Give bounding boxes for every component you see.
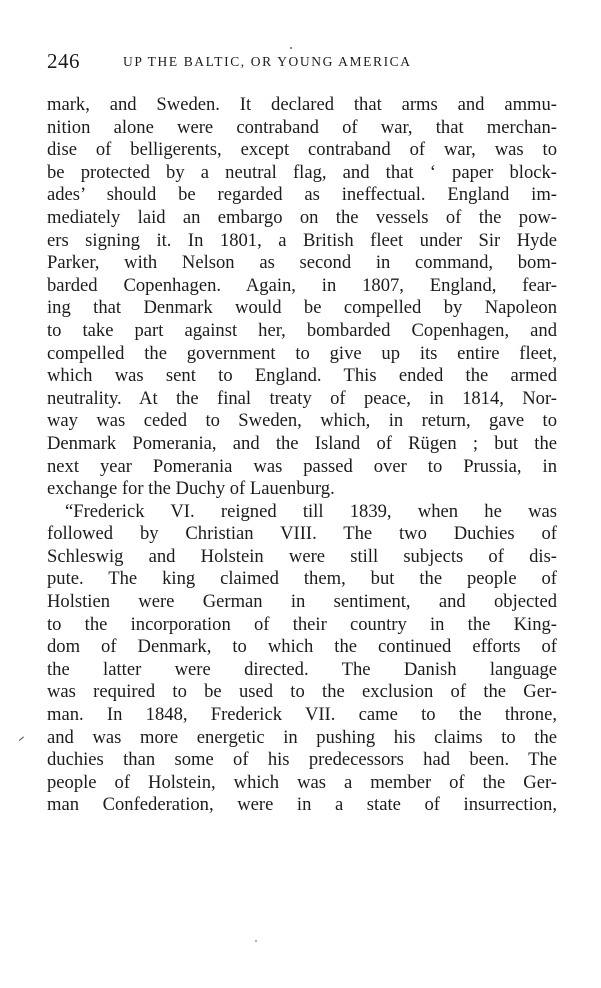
page-header [47,49,557,75]
margin-mark [19,736,26,742]
text-line: the latter were directed. The Danish language [47,658,557,680]
text-line: ing that Denmark would be compelled by Napoleon [47,297,557,319]
page-number: 246 [47,49,80,73]
text-line: be protected by a neutral flag, and that ‘ paper block- [47,161,557,183]
text-line: way was ceded to Sweden, which, in return, gave to [47,410,557,432]
text-line: Schleswig and Holstein were still subjects of dis- [47,545,557,567]
text-line: and was more energetic in pushing his claims to the [47,726,557,748]
text-line: next year Pomerania was passed over to Prussia, in [47,455,557,477]
text-line: pute. The king claimed them, but the people of [47,568,557,590]
text-line: people of Holstein, which was a member of the Ger- [47,771,557,793]
text-line: ades’ should be regarded as ineffectual. England im- [47,184,557,206]
text-line: was required to be used to the exclusion of the Ger- [47,681,557,703]
text-line: neutrality. At the final treaty of peace, in 1814, Nor- [47,387,557,409]
text-line: Parker, with Nelson as second in command, bom- [47,252,557,274]
running-head: UP THE BALTIC, OR YOUNG AMERICA [123,54,412,69]
text-line: compelled the government to give up its entire fleet, [47,342,557,364]
text-line: Holstien were German in sentiment, and objected [47,591,557,613]
paragraph-end-line: exchange for the Duchy of Lauenburg. [47,478,335,500]
text-line: duchies than some of his predecessors had been. The [47,749,557,771]
text-line: ers signing it. In 1801, a British fleet under Sir Hyde [47,229,557,251]
print-speck [255,940,257,942]
text-line: dise of belligerents, except contraband of war, was to [47,139,557,161]
text-line: followed by Christian VIII. The two Duchies of [47,523,557,545]
text-line: to take part against her, bombarded Copenhagen, and [47,319,557,341]
paragraph-start-line: “Frederick VI. reigned till 1839, when he was [65,500,557,522]
text-line: dom of Denmark, to which the continued efforts of [47,636,557,658]
body-text [47,94,557,817]
text-line: barded Copenhagen. Again, in 1807, England, fear- [47,274,557,296]
text-line: mediately laid an embargo on the vessels of the pow- [47,206,557,228]
text-line: which was sent to England. This ended the armed [47,365,557,387]
text-line: man Confederation, were in a state of insurrection, [47,794,557,816]
text-line: mark, and Sweden. It declared that arms and ammu- [47,94,557,115]
text-line: nition alone were contraband of war, that merchan- [47,116,557,138]
text-line: Denmark Pomerania, and the Island of Rügen ; but the [47,432,557,454]
text-line: man. In 1848, Frederick VII. came to the throne, [47,704,557,726]
text-line: to the incorporation of their country in the King- [47,613,557,635]
